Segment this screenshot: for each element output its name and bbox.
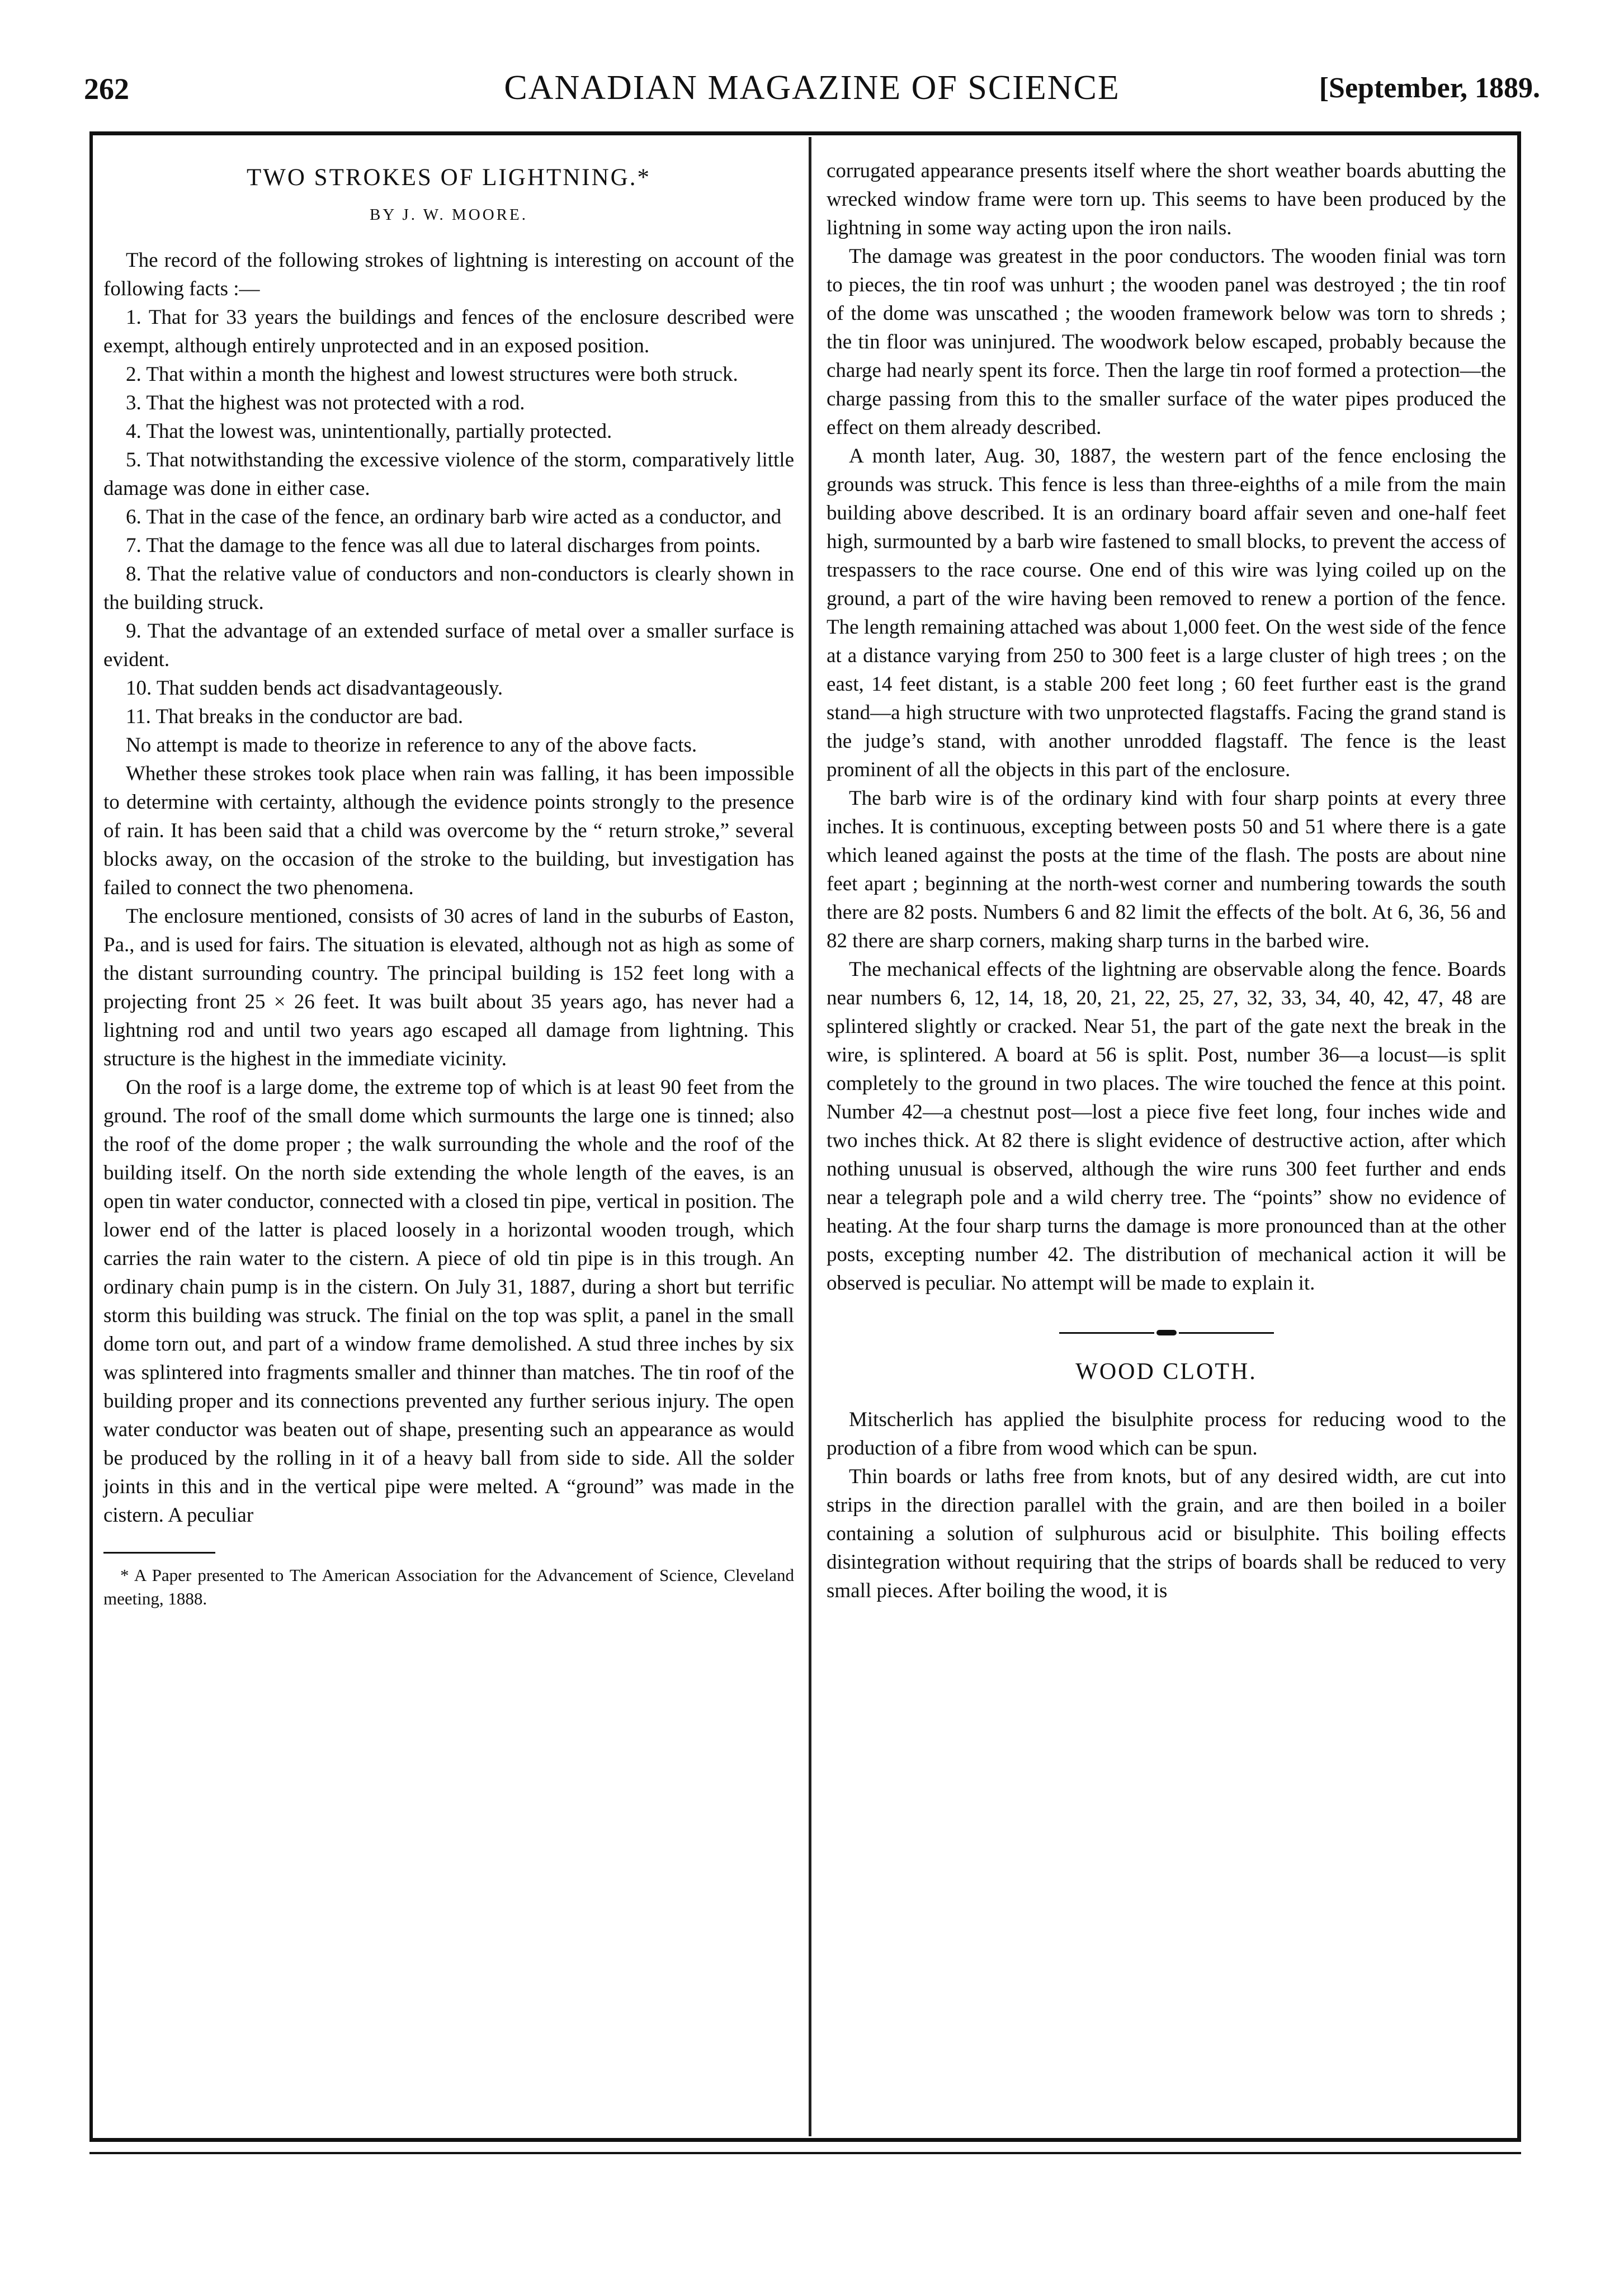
fact-item: 8. That the relative value of conductors and non-conductors is clearly shown in the building struck. (103, 563, 794, 614)
wood-cloth-paragraph-2: Thin boards or laths free from knots, but of any desired width, are cut into strips in the direction parallel with the grain, and are then boiled in a boiler containing a solution of sulphurous acid or bisulphite. This boiling effects disintegration without requiring that the strips of boards shall be reduced to very small pieces. After boiling the wood, it is (827, 1465, 1506, 1602)
paragraph-no-attempt: No attempt is made to theorize in reference to any of the above facts. (126, 734, 697, 757)
right-column (827, 157, 1506, 1605)
page-number: 262 (84, 72, 129, 106)
paragraph-mechanical: The mechanical effects of the lightning are observable along the fence. Boards near numbers 6, 12, 14, 18, 20, 21, 22, 25, 27, 32, 33, 34, 40, 42, 47, 48 are splintered slightly or cracked. Near 51, the part of the gate next the break in the wire, is splintered. A board at 56 is split. Post, number 36—a locust—is split completely to the ground in two places. The wire touched the fence at this point. Number 42—a chestnut post—lost a piece five feet long, four inches wide and two inches thick. At 82 there is slight evidence of destructive action, after which nothing unusual is observed, although the wire runs 300 feet further and ends near a telegraph pole and a wild cherry tree. The “points” show no evidence of heating. At the four sharp turns the damage is more pronounced than at the other posts, excepting number 42. The distribution of mechanical action it will be observed is peculiar. No attempt will be made to explain it. (827, 958, 1506, 1295)
ornament-center (1156, 1330, 1177, 1335)
wood-cloth-title: WOOD CLOTH. (1075, 1359, 1257, 1385)
fact-item: 2. That within a month the highest and lowest structures were both struck. (126, 363, 738, 386)
article-title: TWO STROKES OF LIGHTNING.* (247, 164, 651, 191)
fact-item: 9. That the advantage of an extended surface of metal over a smaller surface is evident. (103, 620, 794, 671)
footnote-rule (103, 1552, 215, 1554)
wood-cloth-paragraph-1: Mitscherlich has applied the bisulphite process for reducing wood to the production of a fibre from wood which can be spun. (827, 1408, 1506, 1460)
fact-item: 10. That sudden bends act disadvantageously. (126, 677, 503, 700)
section-ornament (827, 1330, 1506, 1335)
paragraph-enclosure: The enclosure mentioned, consists of 30 acres of land in the suburbs of Easton, Pa., and is used for fairs. The situation is elevated, although not as high as some of the distant surrounding country. The principal building is 152 feet long with a projecting front 25 × 26 feet. It was built about 35 years ago, has never had a lightning rod and until two years ago escaped all damage from lightning. This structure is the highest in the immediate vicinity. (103, 905, 794, 1070)
fact-item: 5. That notwithstanding the excessive violence of the storm, comparatively little damage was done in either case. (103, 449, 794, 500)
intro-paragraph: The record of the following strokes of lightning is interesting on account of the following facts :— (103, 249, 794, 300)
ornament-line-right (1179, 1332, 1274, 1334)
article-byline: BY J. W. MOORE. (370, 206, 528, 224)
fact-item: 6. That in the case of the fence, an ordinary barb wire acted as a conductor, and (126, 506, 782, 528)
fact-item: 7. That the damage to the fence was all due to lateral discharges from points. (126, 534, 761, 557)
facts-list (103, 303, 794, 731)
paragraph-whether: Whether these strokes took place when rain was falling, it has been impossible to determine with certainty, although the evidence points strongly to the presence of rain. It has been said that a child was overcome by the “ return stroke,” several blocks away, on the occasion of the stroke to the building, but investigation has failed to connect the two phenomena. (103, 762, 794, 899)
paragraph-barb-wire: The barb wire is of the ordinary kind with four sharp points at every three inches. It is continuous, excepting between posts 50 and 51 where there is a gate which leaned against the posts at the time of the flash. The posts are about nine feet apart ; beginning at the north-west corner and numbering towards the south there are 82 posts. Numbers 6 and 82 limit the effects of the bolt. At 6, 36, 56 and 82 there are sharp corners, making sharp turns in the barbed wire. (827, 787, 1506, 952)
footnote: * A Paper presented to The American Association for the Advancement of Science, Cleveland meeting, 1888. (103, 1565, 794, 1608)
bottom-rule (89, 2152, 1521, 2154)
page-header (84, 66, 1540, 116)
paragraph-damage: The damage was greatest in the poor conductors. The wooden finial was torn to pieces, the tin roof was unhurt ; the wooden panel was destroyed ; the tin roof of the dome was unscathed ; the wooden framework below was torn to shreds ; the tin floor was uninjured. The woodwork below escaped, probably because the charge had nearly spent its force. Then the large tin roof formed a protection—the charge passing from this to the smaller surface of the water pipes produced the effect on them already described. (827, 245, 1506, 439)
paragraph-roof: On the roof is a large dome, the extreme top of which is at least 90 feet from the ground. The roof of the small dome which surmounts the large one is tinned; also the roof of the dome proper ; the walk surrounding the whole and the roof of the building itself. On the north side extending the whole length of the eaves, is an open tin water conductor, connected with a closed tin pipe, vertical in position. The lower end of the latter is placed loosely in a horizontal wooden trough, which carries the rain water to the cistern. A piece of old tin pipe is in this trough. An ordinary chain pump is in the cistern. On July 31, 1887, during a short but terrific storm this building was struck. The finial on the top was split, a panel in the small dome torn out, and part of a window frame demolished. A stud three inches by six was splintered into fragments smaller and thinner than matches. The tin roof of the building proper and its connections prevented any further serious injury. The open water conductor was beaten out of shape, presenting such an appearance as would be produced by the rolling in it of a heavy ball from side to side. All the solder joints in this and in the vertical pipe were melted. A “ground” was made in the cistern. A peculiar (103, 1076, 794, 1527)
paragraph-continued: corrugated appearance presents itself where the short weather boards abutting the wrecked window frame were torn up. This seems to have been produced by the lightning in some way acting upon the iron nails. (827, 159, 1506, 239)
ornament-line-left (1059, 1332, 1154, 1334)
fact-item: 1. That for 33 years the buildings and fences of the enclosure described were exempt, although entirely unprotected and in an exposed position. (103, 306, 794, 357)
issue-date: [September, 1889. (1319, 72, 1540, 104)
fact-item: 11. That breaks in the conductor are bad. (126, 705, 464, 728)
journal-title: CANADIAN MAGAZINE OF SCIENCE (504, 69, 1120, 107)
paragraph-month-later: A month later, Aug. 30, 1887, the western part of the fence enclosing the grounds was struck. This fence is less than three-eighths of a mile from the main building above described. It is an ordinary board affair seven and one-half feet high, surmounted by a barb wire fastened to small blocks, to prevent the access of trespassers to the race course. One end of this wire was lying coiled up on the ground, a part of the wire having been removed to renew a portion of the fence. The length remaining attached was about 1,000 feet. On the west side of the fence at a distance varying from 250 to 300 feet is a large cluster of high trees ; on the east, 14 feet distant, is a stable 200 feet long ; 60 feet further east is the grand stand—a high structure with two unprotected flagstaffs. Facing the grand stand is the judge’s stand, with another unrodded flagstaff. The fence is the least prominent of all the objects in this part of the enclosure. (827, 445, 1506, 781)
column-divider (809, 137, 811, 2136)
fact-item: 4. That the lowest was, unintentionally, partially protected. (126, 420, 612, 443)
left-column (103, 157, 794, 1611)
fact-item: 3. That the highest was not protected with a rod. (126, 391, 525, 414)
